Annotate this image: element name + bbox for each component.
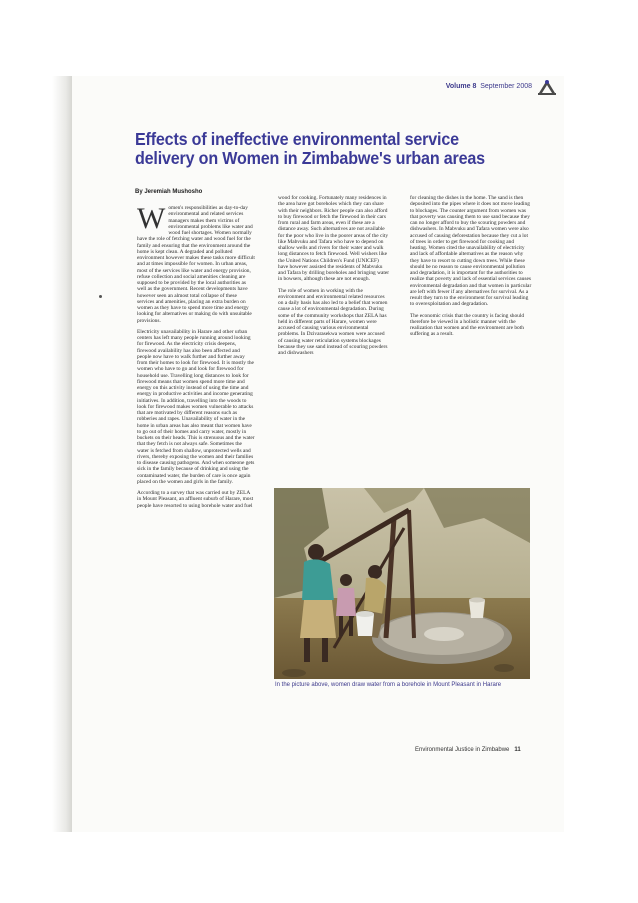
paragraph-intro-text: omen's responsibilities as day-to-day environmental and related services managers makes them victims of environmental problems like water and wood fuel shortages. Women normally have the role of fetching water and wood fuel for the family and ensuring that the environment around the home is kept clean. A degraded and polluted environment however makes these tasks more difficult and at times impossible for women. In urban areas, most of the services like water and energy provision, refuse collection and social amenities cleaning are supposed to be provided by the local authorities as well as the government. Recent developments have however seen an almost total collapse of these services and amenities, placing an extra burden on women as they have to spend more time and energy looking for alternatives or making do with unsuitable provisions. — [137, 205, 255, 324]
publication-name: Environmental Justice in Zimbabwe — [415, 747, 510, 753]
article-byline: By Jeremiah Mushosho — [135, 189, 203, 195]
page-header — [72, 83, 564, 93]
publication-logo — [536, 77, 558, 97]
bullet-mark — [99, 295, 102, 298]
text-column-2 — [278, 195, 390, 361]
photo-caption: In the picture above, women draw water from a borehole in Mount Pleasant in Harare — [275, 682, 502, 688]
issue-date: September 2008 — [480, 83, 532, 90]
borehole-photo-illustration — [274, 488, 530, 679]
article-title: Effects of ineffective environmental service delivery on Women in Zimbabwe's urban areas — [135, 129, 485, 168]
paragraph-survey-cont: wood for cooking. Fortunately many residences in the area have got boreholes which they can share with their neighbors. Richer people can also afford to buy firewood or fetch the firewood in their cars from rural and farm areas, even if these are a distance away. Such alternatives are not available for the poor who live in the poorer areas of the city like Mabvuku and Tafara who have to depend on shallow wells and rivers for their water and walk long distances to fetch firewood. Well wishers like the United Nations Children's Fund (UNICEF) have however assisted the residents of Mabvuku and Tafara by drilling boreholes and bringing water in bowsers, although these are not enough. — [278, 195, 390, 283]
issue-info — [446, 83, 532, 90]
paragraph-women-role: The role of women in working with the environment and environmental related resources on a daily basis has also led to a belief that women cause a lot of environmental degradation. During some of the community workshops that ZELA has held in different parts of Harare, women were accused of causing various environmental problems. In Dzivarasekwa women were accused of causing water reticulation systems blockages because they use sand instead of scouring powders and dishwashers — [278, 287, 388, 356]
text-column-3 — [410, 195, 532, 343]
paragraph-intro — [137, 202, 255, 324]
paragraph-conclusion: The economic crisis that the country is facing should therefore be viewed in a holistic manner with the realization that women and the environment are both suffering as a result. — [410, 312, 525, 338]
page-footer — [415, 747, 550, 753]
text-column-1 — [137, 202, 255, 514]
article-photo — [274, 488, 530, 679]
paragraph-survey-start: According to a survey that was carried out by ZELA in Mount Pleasant, an affluent suburb of Harare, most people have resorted to using borehole water and fuel — [137, 490, 254, 509]
page-fold-shadow — [52, 76, 72, 832]
paragraph-electricity: Electricity unavailability in Harare and other urban centers has left many people running around looking for firewood. As the electricity crisis deepens, firewood availability has also been affected and people now have to walk further and further away from their homes to look for firewood. It is mostly the women who have to go and look for firewood for household use. Travelling long distances to look for firewood means that women spend more time and energy on this activity instead of using the time and energy in productive activities and income generating initiatives. In addition, travelling into the woods to look for firewood makes women vulnerable to attacks that are motivated by different reasons such as robberies and rapes. Unavailability of water in the home in urban areas has also meant that women have to go out of their homes and carry water, mostly in buckets on their heads. This is strenuous and the water that they fetch is not always safe. Sometimes the water is fetched from shallow, unprotected wells and rivers, thereby exposing the women and their families to disease causing pathogens. And when someone gets sick in the family because of drinking and using the contaminated water, the burden of care is once again placed on the women and girls in the family. — [137, 328, 255, 485]
drop-cap: W — [137, 202, 166, 235]
page-number: 11 — [514, 747, 521, 753]
paragraph-sand-blockages: for cleaning the dishes in the home. The sand is then deposited into the pipes where it does not move leading to blockages. The counter argument from women was that poverty was causing them to use sand because they can no longer afford to buy the scouring powders and dishwashers. In Mabvuku and Tafara women were also accused of causing deforestation because they cut a lot of trees in order to get firewood for cooking and heating. Women cited the unavailability of electricity and lack of affordable alternatives as the reason why they have to resort to cutting down trees. While these should be no reason to cause environmental pollution and degradation, it is important for the authorities to realize that poverty and lack of essential services causes environmental degradation and that women in particular are left with fewer if any alternatives for survival. As a result they turn to the environment for survival leading to overexploitation and degradation. — [410, 195, 532, 308]
volume-label: Volume 8 — [445, 83, 477, 90]
